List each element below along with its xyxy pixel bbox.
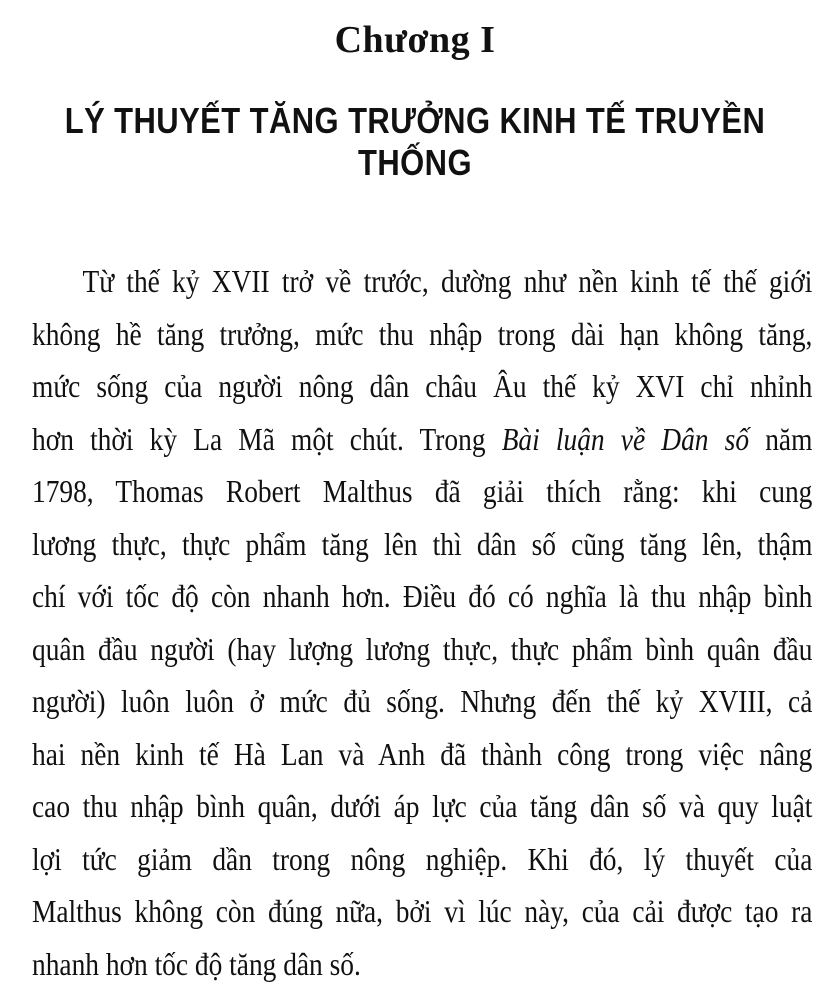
paragraph-line: người) luôn luôn ở mức đủ sống. Nhưng đến thế kỷ XVIII, cả [32, 682, 812, 735]
paragraph-line: lợi tức giảm dần trong nông nghiệp. Khi đó, lý thuyết của [32, 840, 812, 893]
paragraph-line: nhanh hơn tốc độ tăng dân số. [32, 945, 812, 997]
paragraph-line: lương thực, thực phẩm tăng lên thì dân số cũng tăng lên, thậm [32, 525, 812, 578]
paragraph-line: không hề tăng trưởng, mức thu nhập trong dài hạn không tăng, [32, 315, 812, 368]
paragraph-line: cao thu nhập bình quân, dưới áp lực của tăng dân số và quy luật [32, 787, 812, 840]
chapter-label: Chương I [0, 18, 830, 62]
chapter-title: LÝ THUYẾT TĂNG TRƯỞNG KINH TẾ TRUYỀN THỐNG [58, 100, 772, 184]
line-text: năm [749, 422, 812, 457]
paragraph-line: 1798, Thomas Robert Malthus đã giải thích rằng: khi cung [32, 472, 812, 525]
book-title-italic: Bài luận về Dân số [502, 422, 749, 457]
paragraph-line: Từ thế kỷ XVII trở về trước, dường như nền kinh tế thế giới [32, 262, 812, 315]
paragraph-line: quân đầu người (hay lượng lương thực, thực phẩm bình quân đầu [32, 630, 812, 683]
body-paragraph [32, 262, 812, 997]
paragraph-line: hai nền kinh tế Hà Lan và Anh đã thành công trong việc nâng [32, 735, 812, 788]
line-text: hơn thời kỳ La Mã một chút. Trong [32, 422, 502, 457]
paragraph-line: Malthus không còn đúng nữa, bởi vì lúc này, của cải được tạo ra [32, 892, 812, 945]
paragraph-line: chí với tốc độ còn nhanh hơn. Điều đó có nghĩa là thu nhập bình [32, 577, 812, 630]
paragraph-line: mức sống của người nông dân châu Âu thế kỷ XVI chỉ nhỉnh [32, 367, 812, 420]
paragraph-line [32, 420, 812, 473]
